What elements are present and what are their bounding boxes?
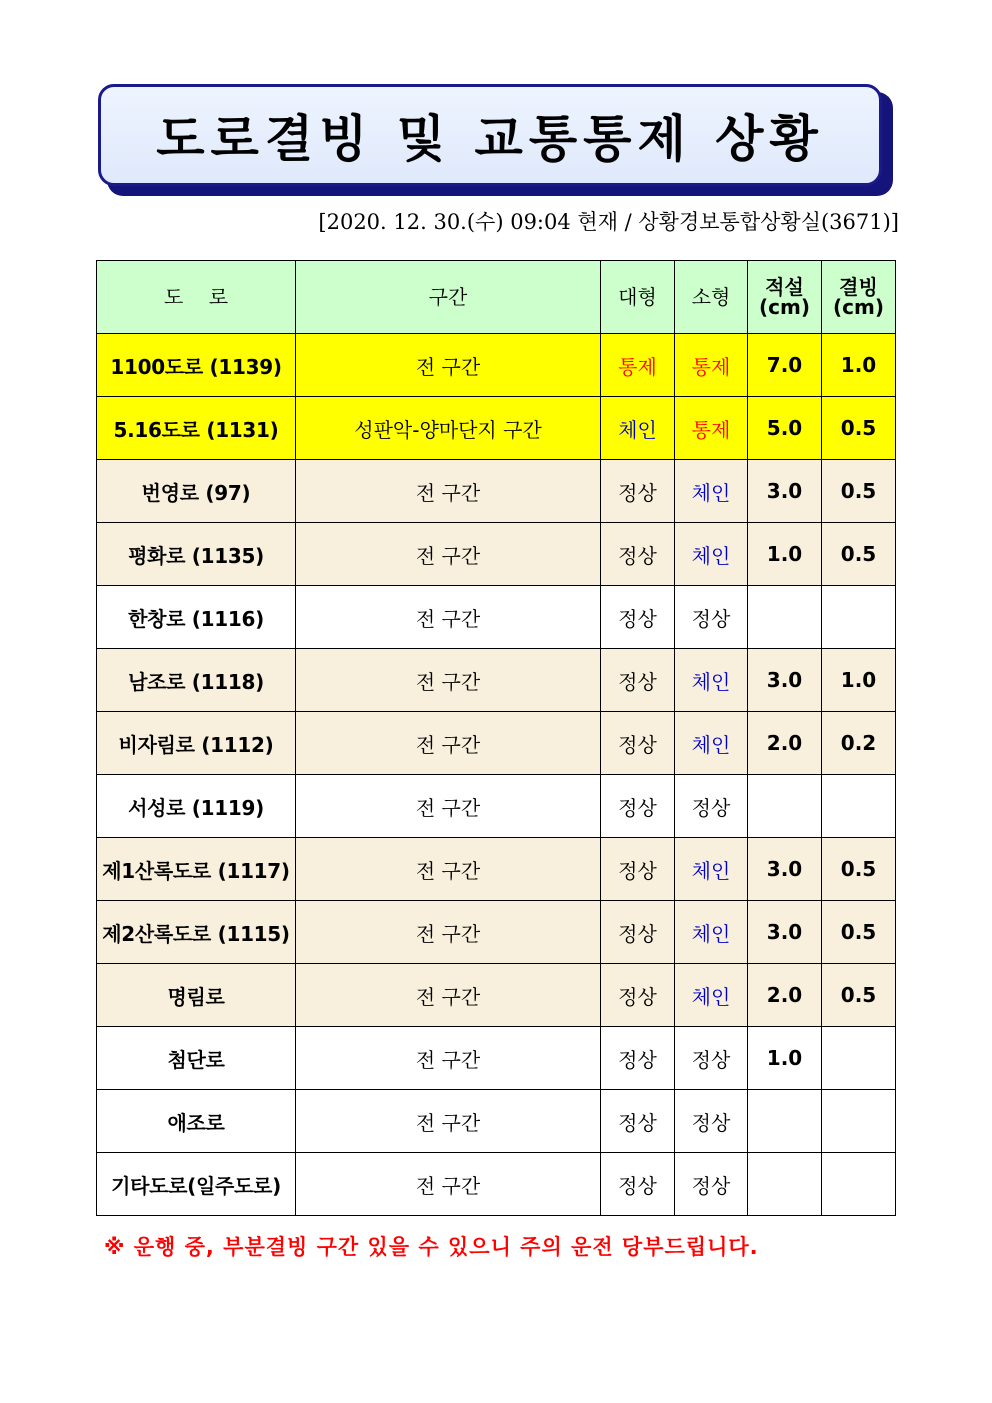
- large-vehicle-cell: 정상: [601, 1153, 675, 1216]
- road-name-cell: 평화로 (1135): [97, 523, 296, 586]
- title-box: [98, 84, 882, 186]
- snow-depth-cell: 1.0: [748, 1027, 822, 1090]
- road-name-cell: 비자림로 (1112): [97, 712, 296, 775]
- large-vehicle-cell: 정상: [601, 964, 675, 1027]
- snow-depth-cell: [748, 1090, 822, 1153]
- section-cell: 전 구간: [296, 523, 601, 586]
- table-row: [97, 1090, 896, 1153]
- small-vehicle-cell: 체인: [675, 460, 748, 523]
- large-vehicle-cell: 정상: [601, 1090, 675, 1153]
- table-row: [97, 1027, 896, 1090]
- snow-depth-cell: 2.0: [748, 712, 822, 775]
- table-row: [97, 523, 896, 586]
- table-row: [97, 586, 896, 649]
- section-cell: 전 구간: [296, 1027, 601, 1090]
- table-header-row: [97, 261, 896, 334]
- ice-depth-cell: 1.0: [822, 649, 896, 712]
- section-cell: 전 구간: [296, 460, 601, 523]
- ice-depth-cell: 0.5: [822, 523, 896, 586]
- small-vehicle-cell: 정상: [675, 1027, 748, 1090]
- ice-depth-cell: [822, 1090, 896, 1153]
- road-name-cell: 애조로: [97, 1090, 296, 1153]
- small-vehicle-cell: 체인: [675, 901, 748, 964]
- section-cell: 전 구간: [296, 1090, 601, 1153]
- small-vehicle-cell: 정상: [675, 1090, 748, 1153]
- table-row: [97, 1153, 896, 1216]
- large-vehicle-cell: 정상: [601, 460, 675, 523]
- road-name-cell: 번영로 (97): [97, 460, 296, 523]
- report-timestamp: [2020. 12. 30.(수) 09:04 현재 / 상황경보통합상황실(3671)]: [318, 210, 899, 234]
- large-vehicle-cell: 정상: [601, 712, 675, 775]
- small-vehicle-cell: 통제: [675, 397, 748, 460]
- small-vehicle-cell: 체인: [675, 712, 748, 775]
- small-vehicle-cell: 정상: [675, 1153, 748, 1216]
- large-vehicle-cell: 정상: [601, 838, 675, 901]
- road-name-cell: 제2산록도로 (1115): [97, 901, 296, 964]
- snow-depth-cell: 1.0: [748, 523, 822, 586]
- large-vehicle-cell: 통제: [601, 334, 675, 397]
- large-vehicle-cell: 정상: [601, 1027, 675, 1090]
- section-cell: 전 구간: [296, 775, 601, 838]
- header-road: 도 로: [97, 261, 296, 334]
- table-row: [97, 334, 896, 397]
- ice-depth-cell: 0.5: [822, 838, 896, 901]
- header-section: 구간: [296, 261, 601, 334]
- snow-depth-cell: 2.0: [748, 964, 822, 1027]
- table-row: [97, 775, 896, 838]
- large-vehicle-cell: 정상: [601, 649, 675, 712]
- header-snow: 적설 (cm): [748, 261, 822, 334]
- table-row: [97, 901, 896, 964]
- section-cell: 전 구간: [296, 649, 601, 712]
- small-vehicle-cell: 정상: [675, 586, 748, 649]
- ice-depth-cell: 0.5: [822, 460, 896, 523]
- snow-depth-cell: 3.0: [748, 649, 822, 712]
- section-cell: 성판악-양마단지 구간: [296, 397, 601, 460]
- page-title: 도로결빙 및 교통통제 상황: [156, 110, 824, 168]
- snow-depth-cell: 3.0: [748, 901, 822, 964]
- road-status-table: [96, 260, 896, 1216]
- caution-note: ※ 운행 중, 부분결빙 구간 있을 수 있으니 주의 운전 당부드립니다.: [104, 1235, 759, 1259]
- snow-depth-cell: [748, 1153, 822, 1216]
- header-small: 소형: [675, 261, 748, 334]
- snow-depth-cell: 7.0: [748, 334, 822, 397]
- ice-depth-cell: 0.5: [822, 901, 896, 964]
- ice-depth-cell: 0.5: [822, 964, 896, 1027]
- section-cell: 전 구간: [296, 1153, 601, 1216]
- snow-depth-cell: 3.0: [748, 838, 822, 901]
- road-name-cell: 한창로 (1116): [97, 586, 296, 649]
- ice-depth-cell: [822, 1153, 896, 1216]
- ice-depth-cell: [822, 586, 896, 649]
- table-row: [97, 649, 896, 712]
- section-cell: 전 구간: [296, 838, 601, 901]
- road-name-cell: 1100도로 (1139): [97, 334, 296, 397]
- section-cell: 전 구간: [296, 586, 601, 649]
- snow-depth-cell: 3.0: [748, 460, 822, 523]
- road-name-cell: 기타도로(일주도로): [97, 1153, 296, 1216]
- road-name-cell: 남조로 (1118): [97, 649, 296, 712]
- ice-depth-cell: 0.5: [822, 397, 896, 460]
- table-row: [97, 838, 896, 901]
- section-cell: 전 구간: [296, 964, 601, 1027]
- section-cell: 전 구간: [296, 712, 601, 775]
- small-vehicle-cell: 체인: [675, 964, 748, 1027]
- table-row: [97, 397, 896, 460]
- road-name-cell: 5.16도로 (1131): [97, 397, 296, 460]
- small-vehicle-cell: 체인: [675, 838, 748, 901]
- header-large: 대형: [601, 261, 675, 334]
- snow-depth-cell: [748, 775, 822, 838]
- road-name-cell: 첨단로: [97, 1027, 296, 1090]
- ice-depth-cell: [822, 775, 896, 838]
- road-name-cell: 서성로 (1119): [97, 775, 296, 838]
- road-name-cell: 제1산록도로 (1117): [97, 838, 296, 901]
- large-vehicle-cell: 정상: [601, 523, 675, 586]
- header-ice: 결빙 (cm): [822, 261, 896, 334]
- large-vehicle-cell: 정상: [601, 901, 675, 964]
- large-vehicle-cell: 체인: [601, 397, 675, 460]
- small-vehicle-cell: 체인: [675, 523, 748, 586]
- road-name-cell: 명림로: [97, 964, 296, 1027]
- snow-depth-cell: 5.0: [748, 397, 822, 460]
- small-vehicle-cell: 통제: [675, 334, 748, 397]
- section-cell: 전 구간: [296, 901, 601, 964]
- ice-depth-cell: 0.2: [822, 712, 896, 775]
- large-vehicle-cell: 정상: [601, 586, 675, 649]
- small-vehicle-cell: 체인: [675, 649, 748, 712]
- table-row: [97, 460, 896, 523]
- snow-depth-cell: [748, 586, 822, 649]
- table-row: [97, 712, 896, 775]
- section-cell: 전 구간: [296, 334, 601, 397]
- ice-depth-cell: [822, 1027, 896, 1090]
- ice-depth-cell: 1.0: [822, 334, 896, 397]
- large-vehicle-cell: 정상: [601, 775, 675, 838]
- table-row: [97, 964, 896, 1027]
- small-vehicle-cell: 정상: [675, 775, 748, 838]
